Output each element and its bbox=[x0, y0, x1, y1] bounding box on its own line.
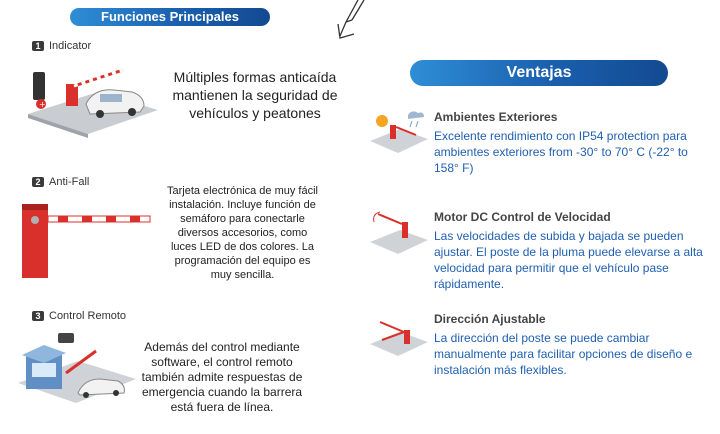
feature-text-3: Además del control mediante software, el control remoto también admite respuestas de emergencia cuando la barrera está fuera de línea. bbox=[141, 340, 303, 414]
feature-label: Indicator bbox=[49, 40, 92, 52]
funciones-heading: Funciones Principales bbox=[70, 8, 270, 26]
feature-number: 3 bbox=[32, 311, 44, 321]
feature-number: 2 bbox=[32, 177, 44, 187]
advantage-desc-1: Excelente rendimiento con IP54 protection para ambientes exteriores from -30° to 70° C (-22° to 158° F) bbox=[434, 129, 688, 175]
adjustable-direction-icon bbox=[368, 314, 430, 358]
feature-label: Anti-Fall bbox=[49, 176, 90, 188]
advantage-title-2: Motor DC Control de Velocidad bbox=[434, 210, 611, 224]
advantage-title-3: Dirección Ajustable bbox=[434, 312, 546, 326]
feature-number: 1 bbox=[32, 41, 44, 51]
advantage-desc-2: Las velocidades de subida y bajada se pueden ajustar. El poste de la pluma puede elevarse a alta velocidad para permitir que el vehículo pase rápidamente. bbox=[434, 229, 703, 291]
motor-speed-icon bbox=[368, 212, 430, 256]
advantage-desc-3: La dirección del poste se puede cambiar manualmente para facilitar opciones de diseño e instalación más flexibles. bbox=[434, 331, 693, 377]
barrier-car-scene-image bbox=[28, 62, 158, 134]
feature-label-1 bbox=[32, 40, 91, 52]
feature-label-2 bbox=[32, 176, 89, 188]
arrow-down-left-icon bbox=[330, 0, 370, 42]
ventajas-heading: Ventajas bbox=[410, 60, 668, 86]
outdoor-sun-rain-icon bbox=[368, 107, 430, 157]
svg-text:+: + bbox=[39, 100, 46, 109]
barrier-gate-icon bbox=[22, 200, 152, 280]
feature-label: Control Remoto bbox=[49, 310, 127, 322]
advantage-title-1: Ambientes Exteriores bbox=[434, 110, 558, 124]
feature-text-1: Múltiples formas anticaída mantienen la seguridad de vehículos y peatones bbox=[172, 69, 338, 121]
feature-label-3 bbox=[32, 310, 126, 322]
feature-text-2: Tarjeta electrónica de muy fácil instalación. Incluye función de semáforo para conectarle diversos accesorios, como luces LED de dos colores. La programación del equipo es muy sencilla. bbox=[166, 185, 318, 281]
toll-booth-scene-image bbox=[18, 333, 136, 415]
